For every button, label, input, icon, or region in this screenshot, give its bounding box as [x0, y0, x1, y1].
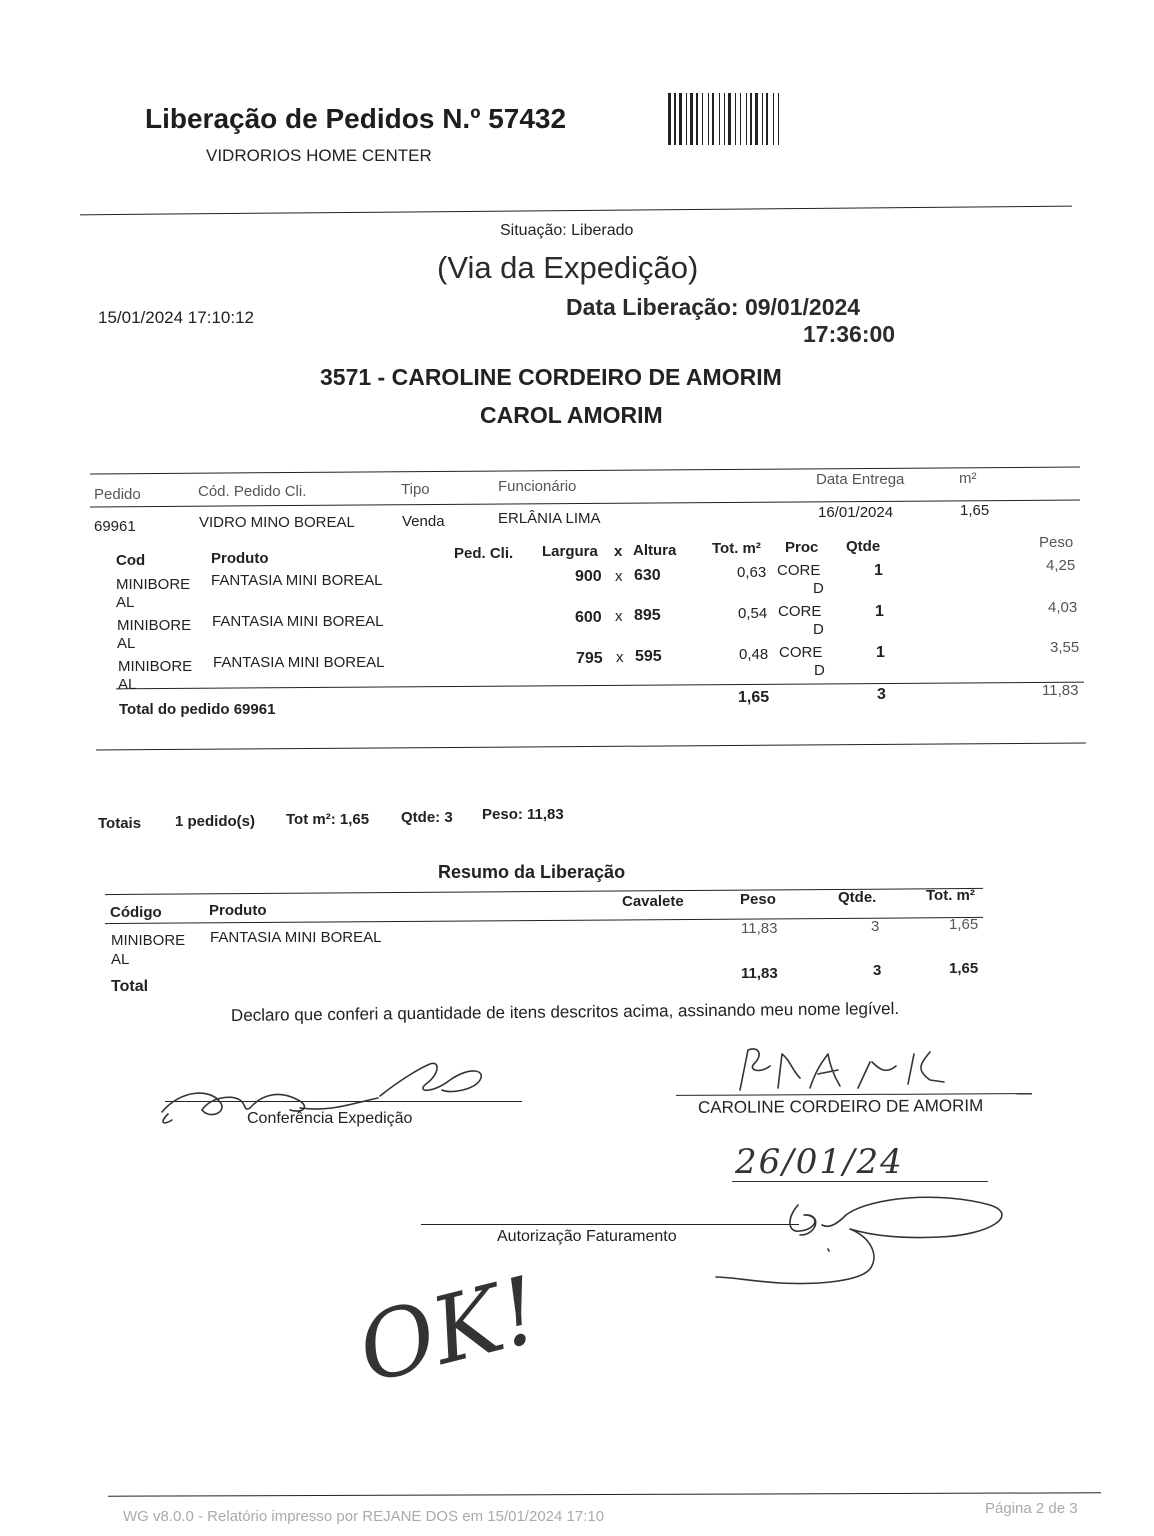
barcode-bar: [702, 93, 703, 145]
order-m2: 1,65: [960, 502, 990, 519]
order-total-qtde: 3: [877, 686, 886, 703]
barcode-bar: [750, 93, 752, 145]
summary-codigo-cont: AL: [111, 951, 130, 968]
barcode-bar: [735, 93, 736, 145]
col-header-m2: m²: [959, 470, 977, 487]
release-date-label: [566, 294, 860, 321]
release-label: Data Liberação:: [566, 294, 739, 320]
handwritten-note: OK!: [348, 1256, 550, 1404]
barcode-bar: [762, 93, 763, 145]
item-cod: MINIBORE: [118, 658, 193, 675]
item-largura: 600: [575, 609, 602, 626]
barcode-bar: [696, 93, 698, 145]
summary-header-tot-m2: Tot. m²: [926, 887, 975, 904]
footer-divider: [108, 1492, 1101, 1496]
summary-qtde: 3: [871, 918, 880, 935]
item-produto: FANTASIA MINI BOREAL: [212, 613, 384, 630]
totals-label: Totais: [98, 815, 142, 832]
barcode-bar: [746, 93, 747, 145]
item-cod-cont: AL: [116, 594, 135, 611]
order-total-peso: 11,83: [1042, 682, 1079, 699]
order-table-bottom-line: [96, 743, 1086, 751]
item-header-altura: Altura: [633, 542, 677, 559]
item-largura: 900: [575, 568, 602, 585]
conferencia-signature: [150, 1050, 510, 1130]
footer-print-info: WG v8.0.0 - Relatório impresso por REJANE DOS em 15/01/2024 17:10: [123, 1508, 605, 1525]
summary-total-qtde: 3: [873, 962, 882, 979]
item-cod: MINIBORE: [116, 576, 191, 593]
item-largura: 795: [576, 650, 603, 667]
item-altura: 595: [635, 648, 662, 665]
item-peso: 3,55: [1050, 639, 1080, 656]
barcode-bar: [724, 93, 725, 145]
item-tot-m2: 0,48: [739, 646, 769, 663]
item-tot-m2: 0,54: [738, 605, 768, 622]
order-tipo: Venda: [402, 513, 445, 530]
autorizacao-signature: [700, 1185, 1010, 1295]
summary-title: Resumo da Liberação: [438, 862, 626, 882]
col-header-funcionario: Funcionário: [498, 478, 577, 495]
printed-timestamp: 15/01/2024 17:10:12: [98, 308, 254, 327]
item-header-cod: Cod: [116, 552, 146, 569]
summary-header-cavalete: Cavalete: [622, 893, 684, 910]
summary-codigo: MINIBORE: [111, 932, 186, 949]
barcode-bar: [679, 93, 682, 145]
order-pedido: 69961: [94, 518, 136, 535]
totals-pedidos: 1 pedido(s): [175, 813, 256, 830]
item-header-qtde: Qtde: [846, 538, 881, 555]
barcode-bar: [773, 93, 774, 145]
barcode-bar: [728, 93, 731, 145]
item-cod-cont: AL: [118, 676, 137, 693]
customer-name: 3571 - CAROLINE CORDEIRO DE AMORIM: [320, 364, 782, 390]
company-name: VIDRORIOS HOME CENTER: [206, 146, 432, 165]
item-x: x: [615, 608, 623, 625]
item-produto: FANTASIA MINI BOREAL: [211, 572, 383, 589]
barcode-bar: [778, 93, 779, 145]
barcode-bar: [690, 93, 693, 145]
summary-tot-m2: 1,65: [949, 916, 979, 933]
summary-total-m2: 1,65: [949, 960, 979, 977]
barcode-bar: [668, 93, 671, 145]
header-divider: [80, 206, 1072, 216]
item-header-produto: Produto: [211, 550, 269, 567]
barcode-bar: [708, 93, 709, 145]
status-label: Situação: Liberado: [500, 222, 634, 239]
item-peso: 4,03: [1048, 599, 1078, 616]
order-cod-cli: VIDRO MINO BOREAL: [199, 514, 355, 531]
customer-signature: [730, 1040, 960, 1100]
items-total-line: [116, 682, 1084, 690]
barcode-bar: [766, 93, 768, 145]
totals-m2: Tot m²: 1,65: [286, 811, 370, 828]
summary-header-codigo: Código: [110, 904, 162, 921]
handwritten-date-line: [732, 1181, 988, 1182]
autorizacao-label: Autorização Faturamento: [497, 1228, 677, 1245]
order-data-entrega: 16/01/2024: [818, 504, 894, 521]
col-header-tipo: Tipo: [401, 481, 430, 498]
order-table-header-line: [90, 500, 1080, 508]
item-header-proc: Proc: [785, 539, 819, 556]
totals-qtde: Qtde: 3: [401, 809, 453, 826]
item-header-ped-cli: Ped. Cli.: [454, 545, 514, 562]
summary-header-produto: Produto: [209, 902, 267, 919]
order-table-top-line: [90, 467, 1080, 475]
totals-peso: Peso: 11,83: [482, 806, 564, 823]
customer-nickname: CAROL AMORIM: [480, 402, 663, 428]
barcode: [668, 93, 844, 145]
customer-signature-name: CAROLINE CORDEIRO DE AMORIM: [697, 1096, 984, 1117]
item-altura: 895: [634, 607, 661, 624]
col-header-pedido: Pedido: [94, 486, 141, 503]
item-proc: CORE: [778, 603, 822, 620]
item-proc-cont: D: [813, 580, 824, 597]
item-x: x: [616, 649, 624, 666]
barcode-bar: [674, 93, 676, 145]
item-proc: CORE: [777, 562, 821, 579]
barcode-bar: [712, 93, 714, 145]
barcode-bar: [755, 93, 758, 145]
summary-total-peso: 11,83: [741, 965, 778, 982]
order-funcionario: ERLÂNIA LIMA: [498, 510, 601, 527]
item-x: x: [615, 568, 623, 585]
item-header-largura: Largura: [542, 543, 598, 560]
item-qtde: 1: [876, 644, 885, 661]
item-header-peso: Peso: [1039, 534, 1074, 551]
barcode-bar: [719, 93, 720, 145]
summary-header-peso: Peso: [740, 891, 776, 908]
item-proc: CORE: [779, 644, 823, 661]
release-date: 09/01/2024: [744, 294, 861, 320]
item-header-tot-m2: Tot. m²: [712, 540, 761, 557]
conferencia-label: Conferência Expedição: [247, 1110, 413, 1127]
item-peso: 4,25: [1046, 557, 1076, 574]
order-total-label: Total do pedido 69961: [119, 701, 276, 718]
item-header-x: x: [614, 543, 623, 560]
col-header-data-entrega: Data Entrega: [816, 471, 905, 488]
copy-label: (Via da Expedição): [437, 250, 699, 285]
release-time: 17:36:00: [803, 321, 896, 347]
footer-page-number: Página 2 de 3: [985, 1500, 1078, 1517]
handwritten-date: 26/01/24: [735, 1142, 904, 1182]
item-cod: MINIBORE: [117, 617, 192, 634]
order-total-m2: 1,65: [738, 689, 770, 706]
item-cod-cont: AL: [117, 635, 136, 652]
item-tot-m2: 0,63: [737, 564, 767, 581]
item-proc-cont: D: [813, 621, 824, 638]
summary-total-label: Total: [111, 978, 149, 995]
summary-peso: 11,83: [741, 920, 778, 937]
item-qtde: 1: [874, 562, 883, 579]
item-altura: 630: [634, 567, 661, 584]
declaration-text: Declaro que conferi a quantidade de itens descritos acima, assinando meu nome legível.: [230, 999, 900, 1025]
barcode-bar: [740, 93, 741, 145]
col-header-cod-cli: Cód. Pedido Cli.: [198, 483, 307, 500]
barcode-bar: [686, 93, 687, 145]
document-title: Liberação de Pedidos N.º 57432: [145, 103, 567, 134]
summary-produto: FANTASIA MINI BOREAL: [210, 929, 382, 946]
summary-header-qtde: Qtde.: [838, 889, 877, 906]
item-proc-cont: D: [814, 662, 825, 679]
item-produto: FANTASIA MINI BOREAL: [213, 654, 385, 671]
item-qtde: 1: [875, 603, 884, 620]
